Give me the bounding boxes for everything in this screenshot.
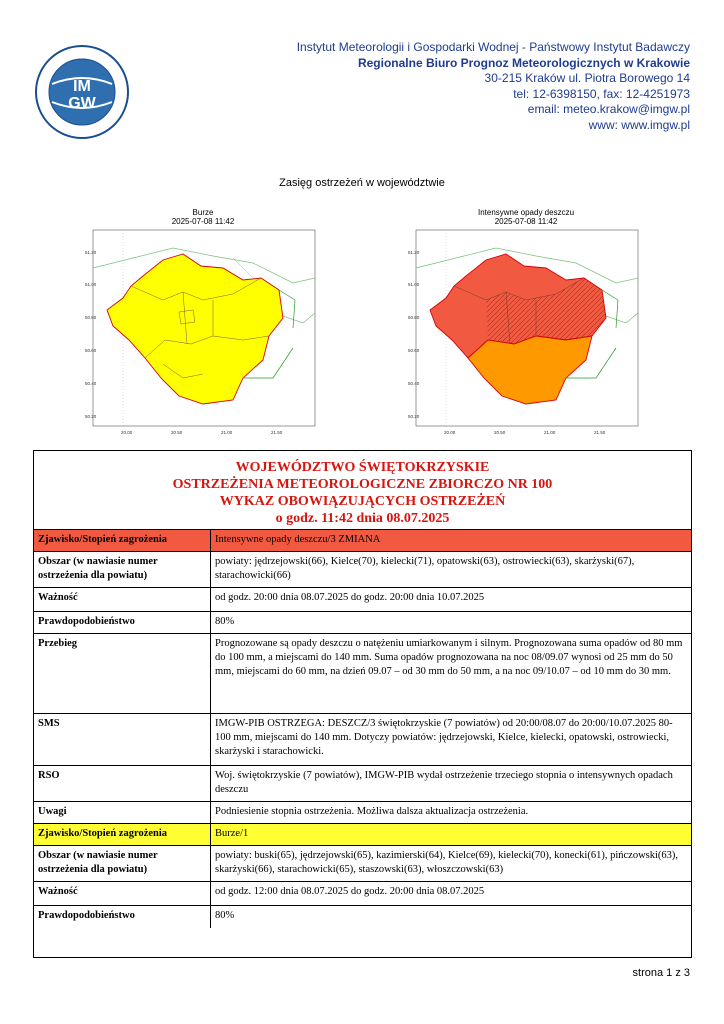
row-value: powiaty: jędrzejowski(66), Kielce(70), kielecki(71), opatowski(63), ostrowiecki(63), skarżyski(67), starachowicki(66) xyxy=(211,552,692,588)
map-rain-ytick: 50.80 xyxy=(408,315,420,320)
table-row xyxy=(34,882,691,906)
table-row xyxy=(34,802,691,824)
row-value: 80% xyxy=(211,906,692,928)
maps-section-title: Zasięg ostrzeżeń w województwie xyxy=(279,177,445,189)
table-row xyxy=(34,588,691,612)
row-value: Intensywne opady deszczu/3 ZMIANA xyxy=(211,530,692,552)
map-storms-xtick: 20.50 xyxy=(171,430,183,435)
warnings-document xyxy=(33,450,692,958)
map-rain-ytick: 51.00 xyxy=(408,282,420,287)
imgw-logo xyxy=(34,44,130,140)
row-label: Ważność xyxy=(34,588,211,612)
row-label: Obszar (w nawiasie numer ostrzeżenia dla powiatu) xyxy=(34,552,211,588)
map-rain-ytick: 50.60 xyxy=(408,348,420,353)
header-office-name: Regionalne Biuro Prognoz Meteorologicznych w Krakowie xyxy=(357,55,690,70)
document-title-warnings: OSTRZEŻENIA METEOROLOGICZNE ZBIORCZO NR 100 xyxy=(172,477,553,492)
row-label: Przebieg xyxy=(34,634,211,714)
map-rain-ytick: 50.20 xyxy=(408,414,420,419)
row-label: Uwagi xyxy=(34,802,211,824)
table-row xyxy=(34,612,691,634)
table-row xyxy=(34,766,691,802)
map-storms-date: 2025-07-08 11:42 xyxy=(171,217,235,226)
map-rain-date: 2025-07-08 11:42 xyxy=(494,217,558,226)
row-label: Prawdopodobieństwo xyxy=(34,906,211,928)
table-row xyxy=(34,634,691,714)
map-storms-xtick: 21.00 xyxy=(221,430,233,435)
map-rain-graphic xyxy=(406,228,646,440)
row-value: od godz. 12:00 dnia 08.07.2025 do godz. 20:00 dnia 08.07.2025 xyxy=(211,882,692,906)
row-label: Ważność xyxy=(34,882,211,906)
warnings-table xyxy=(34,529,691,928)
table-row xyxy=(34,824,691,846)
row-value: od godz. 20:00 dnia 08.07.2025 do godz. 20:00 dnia 10.07.2025 xyxy=(211,588,692,612)
map-rain-xtick: 20.00 xyxy=(444,430,456,435)
row-label: Zjawisko/Stopień zagrożenia xyxy=(34,824,211,846)
map-storms-ytick: 50.40 xyxy=(85,381,97,386)
table-row xyxy=(34,714,691,766)
map-storms xyxy=(83,208,323,440)
imgw-logo-graphic xyxy=(34,44,130,140)
row-label: Zjawisko/Stopień zagrożenia xyxy=(34,530,211,552)
row-value: powiaty: buski(65), jędrzejowski(65), kazimierski(64), Kielce(69), kielecki(70), konecki(61), pińczowski(63), skarżyski(66), starachowicki(65), staszowski(63), włoszczowski(63) xyxy=(211,846,692,882)
map-storms-ytick: 50.60 xyxy=(85,348,97,353)
map-storms-title: Burze xyxy=(192,208,214,217)
map-storms-xtick: 21.50 xyxy=(271,430,283,435)
row-label: SMS xyxy=(34,714,211,766)
map-rain-xtick: 20.50 xyxy=(494,430,506,435)
row-value: IMGW-PIB OSTRZEGA: DESZCZ/3 świętokrzyskie (7 powiatów) od 20:00/08.07 do 20:00/10.07.2025 80-100 mm, miejscami do 140 mm. Dotyczy powiatów: jędrzejowski, Kielce, kielecki, opatowski, ostrowiecki, skarżyski i starachowicki. xyxy=(211,714,692,766)
institution-header xyxy=(297,40,690,134)
map-storms-ytick: 50.20 xyxy=(85,414,97,419)
map-storms-ytick: 50.80 xyxy=(85,315,97,320)
header-phone: tel: 12-6398150, fax: 12-4251973 xyxy=(513,86,690,101)
svg-text:IM: IM xyxy=(73,78,91,95)
row-value: Burze/1 xyxy=(211,824,692,846)
header-website[interactable]: www: www.imgw.pl xyxy=(588,117,690,132)
map-storms-xtick: 20.00 xyxy=(121,430,133,435)
map-rain-ytick: 51.20 xyxy=(408,250,420,255)
map-rain-xtick: 21.50 xyxy=(594,430,606,435)
row-label: RSO xyxy=(34,766,211,802)
document-title-list: WYKAZ OBOWIĄZUJĄCYCH OSTRZEŻEŃ xyxy=(219,494,506,509)
table-row xyxy=(34,530,691,552)
row-value: Podniesienie stopnia ostrzeżenia. Możliwa dalsza aktualizacja ostrzeżenia. xyxy=(211,802,692,824)
document-title-block xyxy=(34,451,691,529)
map-storms-graphic xyxy=(83,228,323,440)
table-row xyxy=(34,906,691,928)
map-storms-ytick: 51.00 xyxy=(85,282,97,287)
row-label: Obszar (w nawiasie numer ostrzeżenia dla powiatu) xyxy=(34,846,211,882)
row-label: Prawdopodobieństwo xyxy=(34,612,211,634)
header-address: 30-215 Kraków ul. Piotra Borowego 14 xyxy=(484,71,690,86)
map-rain-xtick: 21.00 xyxy=(544,430,556,435)
svg-text:GW: GW xyxy=(68,95,96,112)
map-rain-title: Intensywne opady deszczu xyxy=(477,208,575,217)
page-number: strona 1 z 3 xyxy=(632,967,690,979)
map-storms-ytick: 51.20 xyxy=(85,250,97,255)
map-rain-ytick: 50.40 xyxy=(408,381,420,386)
document-title-voivodeship: WOJEWÓDZTWO ŚWIĘTOKRZYSKIE xyxy=(235,460,490,475)
header-institute-name: Instytut Meteorologii i Gospodarki Wodnej - Państwowy Instytut Badawczy xyxy=(296,40,690,54)
row-value: Woj. świętokrzyskie (7 powiatów), IMGW-PIB wydał ostrzeżenie trzeciego stopnia o intensywnych opadach deszczu xyxy=(211,766,692,802)
row-value: 80% xyxy=(211,612,692,634)
table-row xyxy=(34,846,691,882)
header-email[interactable]: email: meteo.krakow@imgw.pl xyxy=(527,102,690,117)
map-rain xyxy=(406,208,646,440)
table-row xyxy=(34,552,691,588)
document-title-time: o godz. 11:42 dnia 08.07.2025 xyxy=(275,511,450,526)
row-value: Prognozowane są opady deszczu o natężeniu umiarkowanym i silnym. Prognozowana suma opadów od 80 mm do 100 mm, a miejscami do 140 mm. Suma opadów prognozowana na noc 08/09.07 wynosi od 25 mm do 50 mm, miejscami do 60 mm, na dzień 09.07 – od 30 mm do 50 mm, a na noc 09/10.07 – od 10 mm do 30 mm. xyxy=(211,634,692,714)
